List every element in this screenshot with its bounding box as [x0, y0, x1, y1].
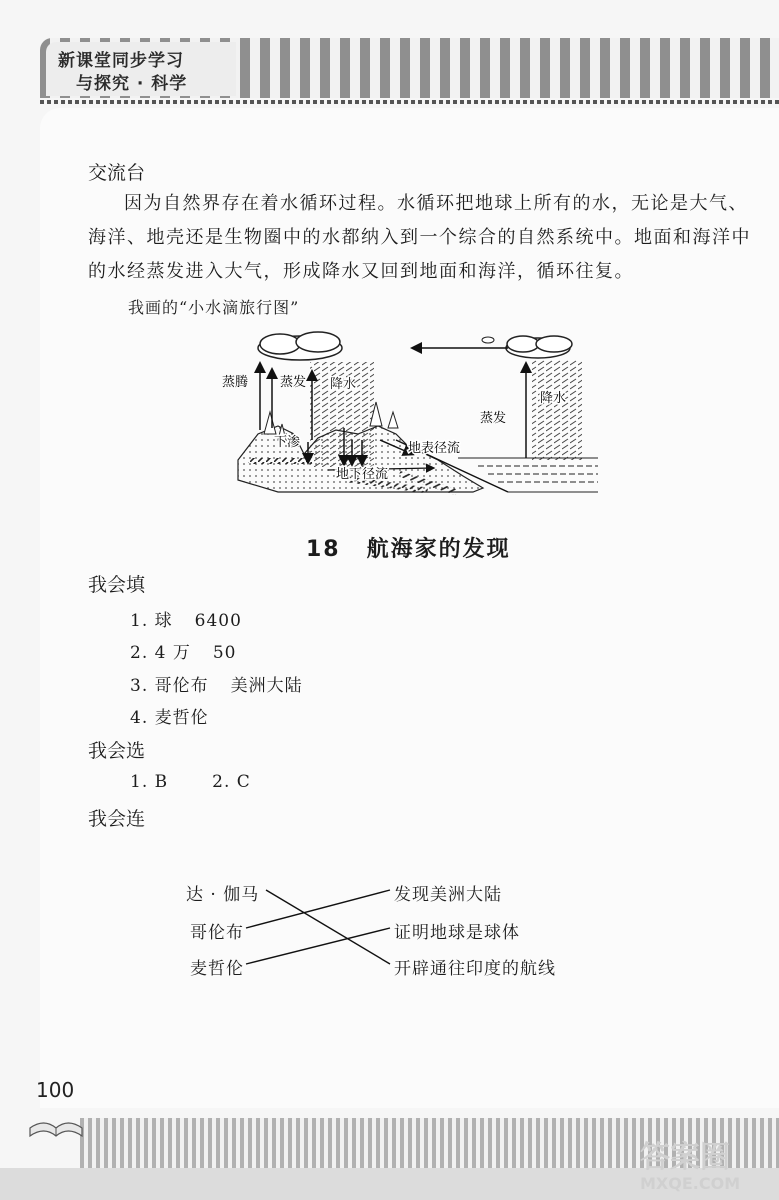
- fill-item-1-b: 6400: [194, 611, 242, 631]
- watermark-line1: 答案圈: [640, 1140, 730, 1175]
- exchange-line-2: 海洋、地壳还是生物圈中的水都纳入到一个综合的自然系统中。地面和海洋中: [88, 227, 751, 248]
- fill-title: 我会填: [88, 574, 146, 596]
- exchange-title: 交流台: [88, 162, 146, 184]
- lesson-number: 18: [306, 537, 341, 562]
- match-right-2: 证明地球是球体: [394, 923, 520, 943]
- lesson-name: 航海家的发现: [366, 536, 511, 562]
- choose-answers: [130, 772, 251, 792]
- header-rule: [40, 100, 779, 104]
- exchange-line-1: 因为自然界存在着水循环过程。水循环把地球上所有的水，无论是大气、: [124, 193, 748, 214]
- match-left-2: 哥伦布: [190, 923, 244, 943]
- open-book-icon: [26, 1100, 86, 1144]
- diagram-caption: 我画的“小水滴旅行图”: [128, 298, 300, 317]
- match-line-2: [246, 890, 390, 928]
- label-boiling: 蒸腾: [222, 375, 249, 390]
- lesson-title: [306, 532, 511, 563]
- fill-item-2-b: 50: [212, 643, 237, 663]
- watermark-line2: MXQE.COM: [640, 1174, 741, 1193]
- fill-item-3: [130, 671, 303, 696]
- page-number: 100: [36, 1078, 75, 1102]
- header-title-line2: 与探究 · 科学: [76, 74, 188, 94]
- match-right-1: 发现美洲大陆: [394, 885, 502, 905]
- label-evap-right: 蒸发: [480, 411, 507, 426]
- fill-item-1: [130, 606, 242, 631]
- water-cycle-diagram: [218, 330, 598, 500]
- label-surface-runoff: 地表径流: [408, 441, 461, 456]
- cloud-left-icon: [258, 332, 342, 360]
- exchange-line-3: 的水经蒸发进入大气，形成降水又回到地面和海洋，循环往复。: [88, 261, 634, 282]
- fill-item-1-a: 1. 球: [130, 611, 173, 631]
- label-groundwater: 地下径流: [336, 467, 389, 482]
- rain-right: [532, 360, 582, 460]
- fill-item-2-a: 2. 4 万: [130, 643, 191, 663]
- fill-item-2: [130, 638, 236, 663]
- connect-title: 我会连: [88, 808, 146, 830]
- water-cycle-svg: [218, 330, 598, 500]
- fill-item-3-b: 美洲大陆: [230, 676, 303, 696]
- label-rain-left: 降水: [330, 377, 357, 392]
- choose-title: 我会选: [88, 740, 146, 762]
- header-title: [46, 42, 236, 96]
- match-line-3: [246, 928, 390, 964]
- match-line-1: [266, 890, 390, 964]
- label-infiltration: 下渗: [274, 435, 301, 450]
- label-rain-right: 降水: [540, 391, 567, 406]
- fill-item-4: [130, 703, 209, 728]
- matching-exercise: [180, 872, 600, 982]
- choose-answer-2: 2. C: [212, 772, 251, 792]
- watermark: [640, 1132, 740, 1193]
- match-left-3: 麦哲伦: [190, 959, 244, 979]
- cloud-right-icon: [506, 336, 572, 358]
- fill-item-3-a: 3. 哥伦布: [130, 676, 209, 696]
- match-right-3: 开辟通往印度的航线: [394, 959, 556, 979]
- label-evap-left: 蒸发: [280, 375, 307, 390]
- match-lines: [180, 872, 600, 982]
- match-left-1: 达 · 伽马: [186, 885, 260, 905]
- fill-item-4-a: 4. 麦哲伦: [130, 708, 209, 728]
- header-title-line1: 新课堂同步学习: [58, 51, 184, 71]
- choose-answer-1: 1. B: [130, 772, 169, 792]
